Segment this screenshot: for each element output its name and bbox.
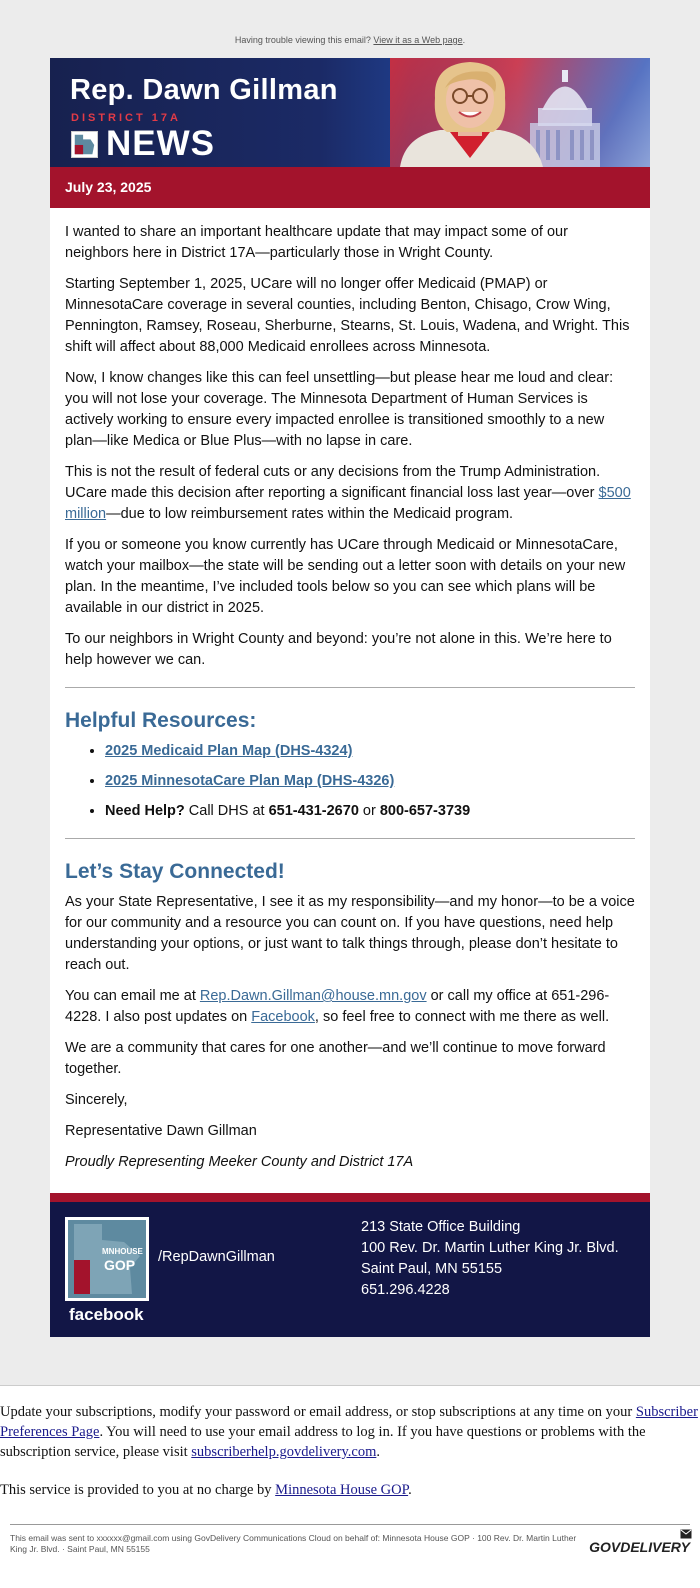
email-link[interactable]: Rep.Dawn.Gillman@house.mn.gov xyxy=(199,988,427,1004)
office-address xyxy=(361,1217,619,1301)
banner-rep-name: Rep. Dawn Gillman xyxy=(70,74,338,106)
preheader-text: Having trouble viewing this email? xyxy=(234,35,371,45)
signature: Representative Dawn Gillman xyxy=(65,1123,257,1139)
list-item: • Need Help? Call DHS at 651-431-2670 or 800-657-3739 xyxy=(105,801,635,822)
500-million-link[interactable]: $500 million xyxy=(65,485,631,522)
reason-paragraph: This is not the result of federal cuts or any decisions from the Trump Administration. UCare made this decision after reporting a significant financial loss last year—over $500 million—due to low reimbursement rates within the Medicaid program. xyxy=(65,464,631,522)
dhs-phone-1: 651-431-2670 xyxy=(268,803,359,819)
service-paragraph: This service is provided to you at no charge by Minnesota House GOP. xyxy=(0,1482,412,1498)
footer-band xyxy=(50,1193,650,1337)
minnesota-map-icon xyxy=(68,1220,146,1298)
community-paragraph: We are a community that cares for one another—and we’ll continue to move forward together. xyxy=(65,1040,606,1077)
envelope-icon xyxy=(680,1529,692,1539)
banner-news: NEWS xyxy=(106,124,215,163)
address-line-1: 213 State Office Building xyxy=(361,1219,521,1235)
section-divider xyxy=(65,838,635,839)
legal-section xyxy=(0,1385,700,1500)
mn-house-gop-facebook-logo[interactable] xyxy=(65,1217,149,1301)
coverage-paragraph: Now, I know changes like this can feel unsettling—but please hear me loud and clear: you will not lose your coverage. The Minnesota Department of Human Services is actively working to ensure every impacted enrollee is transitioned smoothly to a new plan—like Medica or Blue Plus—with no lapse in care. xyxy=(65,370,614,449)
facebook-handle-link[interactable]: /RepDawnGillman xyxy=(158,1249,275,1265)
email-container xyxy=(50,58,650,1337)
facebook-link[interactable]: Facebook xyxy=(251,1009,315,1025)
subscription-paragraph: Update your subscriptions, modify your password or email address, or stop subscriptions at any time on your Subscriber Preferences Page. You will need to use your email address to log in. If you have questions or problems with the subscription service, please visit subscriberhelp.govdelivery.com. xyxy=(0,1404,698,1460)
representative-portrait-icon xyxy=(395,58,545,167)
dhs-phone-2: 800-657-3739 xyxy=(379,803,471,819)
address-line-3: Saint Paul, MN 55155 xyxy=(361,1261,503,1277)
ucare-change-paragraph: Starting September 1, 2025, UCare will no longer offer Medicaid (PMAP) or MinnesotaCare coverage in several counties, including Benton, Chisago, Crow Wing, Pennington, Ramsey, Roseau, Sherburne, Stearns, St. Louis, Wadena, and Wright. This shift will affect about 88,000 Medicaid enrollees across Minnesota. xyxy=(65,276,630,355)
preheader: Having trouble viewing this email? View it as a Web page. xyxy=(234,35,466,45)
address-line-2: 100 Rev. Dr. Martin Luther King Jr. Blvd. xyxy=(361,1240,619,1256)
govdelivery-logo[interactable]: GOVDELIVERY xyxy=(589,1539,690,1555)
resources-heading: Helpful Resources: xyxy=(65,709,257,732)
bottom-footer xyxy=(0,1525,700,1585)
tagline: Proudly Representing Meeker County and District 17A xyxy=(65,1154,414,1170)
banner-district: DISTRICT 17A xyxy=(71,112,181,124)
svg-text:GOP: GOP xyxy=(104,1257,136,1273)
connect-section xyxy=(65,861,635,1173)
medicaid-plan-map-link[interactable]: 2025 Medicaid Plan Map (DHS-4324) xyxy=(105,743,353,759)
mn-house-gop-logo-icon xyxy=(71,131,98,158)
list-item xyxy=(105,771,635,792)
date-bar: July 23, 2025 xyxy=(50,167,650,208)
sent-to-note: This email was sent to xxxxxx@gmail.com using GovDelivery Communications Cloud on behalf of: Minnesota House GOP · 100 Rev. Dr. Martin Luther King Jr. Blvd. · Saint Paul, MN 55155 xyxy=(10,1533,577,1554)
minnesota-house-gop-link[interactable]: Minnesota House GOP xyxy=(275,1482,409,1498)
subscriber-help-link[interactable]: subscriberhelp.govdelivery.com xyxy=(191,1444,377,1460)
email-content xyxy=(50,208,650,1193)
subscriber-preferences-link[interactable]: Subscriber Preferences Page xyxy=(0,1404,698,1440)
mailbox-paragraph: If you or someone you know currently has UCare through Medicaid or MinnesotaCare, watch your mailbox—the state will be sending out a letter soon with details on your new plan. In the meantime, I’ve included tools below so you can see which plans will be available in our district in 2025. xyxy=(65,537,626,616)
connect-heading: Let’s Stay Connected! xyxy=(65,860,285,883)
section-divider xyxy=(65,687,635,688)
intro-paragraph: I wanted to share an important healthcare update that may impact some of our neighbors here in District 17A—particularly those in Wright County. xyxy=(65,224,568,261)
list-item xyxy=(105,741,635,762)
connect-paragraph: As your State Representative, I see it as my responsibility—and my honor—to be a voice for our community and a resource you can count on. If you have questions, need help understanding your options, or just want to talk things through, please don’t hesitate to reach out. xyxy=(65,894,635,973)
sincerely: Sincerely, xyxy=(65,1092,128,1108)
contact-paragraph: You can email me at Rep.Dawn.Gillman@house.mn.gov or call my office at 651-296-4228. I also post updates on Facebook, so feel free to connect with me there as well. xyxy=(65,988,610,1025)
header-banner xyxy=(50,58,650,167)
office-phone: 651.296.4228 xyxy=(361,1282,450,1298)
facebook-wordmark: facebook xyxy=(69,1305,144,1324)
view-web-page-link[interactable]: View it as a Web page xyxy=(373,35,463,45)
resources-list xyxy=(65,741,635,822)
neighbors-paragraph: To our neighbors in Wright County and beyond: you’re not alone in this. We’re here to help however we can. xyxy=(65,631,612,668)
svg-text:MNHOUSE: MNHOUSE xyxy=(102,1247,143,1256)
minnesotacare-plan-map-link[interactable]: 2025 MinnesotaCare Plan Map (DHS-4326) xyxy=(105,773,395,789)
